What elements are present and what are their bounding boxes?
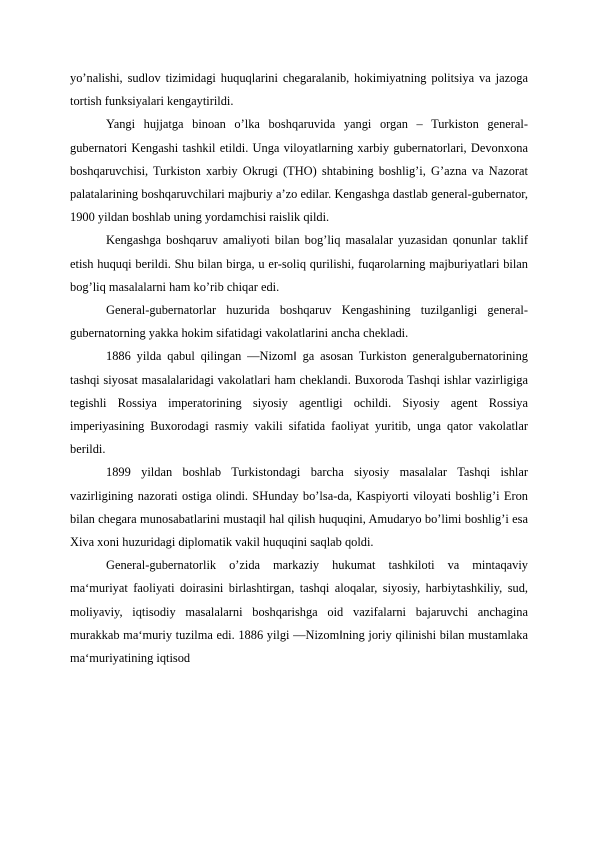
document-page — [70, 67, 528, 670]
paragraph-1886-nizom: 1886 yilda qabul qilingan ―Nizom‖ ga asosan Turkiston generalgubernatorining tashqi siyosat masalalaridagi vakolatlari ham cheklandi. Buxoroda Tashqi ishlar vazirligiga tegishli Rossiya imperatorining siyosiy agentligi ochildi. Siyosiy agent Rossiya imperiyasining Buxorodagi rasmiy vakili sifatida faoliyat yuritib, unga qator vakolatlar berildi. — [70, 349, 528, 457]
paragraph-general-governorship: General-gubernatorlik o’zida markaziy hukumat tashkiloti va mintaqaviy ma‘muriyat faoliyati doirasini birlashtirgan, tashqi aloqalar, siyosiy, harbiytashkiliy, sud, moliyaviy, iqtisodiy masalalarni boshqarishga oid vazifalarni bajaruvchi anchagina murakkab ma‘muriy tuzilma edi. 1886 yilgi ―Nizom‖ning joriy qilinishi bilan mustamlaka ma‘muriyatining iqtisod — [70, 558, 528, 666]
paragraph-kengash-rights: Kengashga boshqaruv amaliyoti bilan bog’liq masalalar yuzasidan qonunlar taklif etish huquqi berildi. Shu bilan birga, u er-soliq qurilishi, fuqarolarning majburiyatlari bilan bog’liq masalalarni ham ko’rib chiqar edi. — [70, 233, 528, 294]
paragraph-1899-foreign-affairs: 1899 yildan boshlab Turkistondagi barcha siyosiy masalalar Tashqi ishlar vazirligining nazorati ostiga olindi. SHunday bo’lsa-da, Kaspiyorti viloyati boshlig’i Eron bilan chegara munosabatlarini mustaqil hal qilish huquqini, Amudaryo bo’limi boshlig’i esa Xiva xoni huzuridagi diplomatik vakil huquqini saqlab qoldi. — [70, 465, 528, 550]
paragraph-kengash-established: Yangi hujjatga binoan o’lka boshqaruvida yangi organ – Turkiston general-gubernatori Kengashi tashkil etildi. Unga viloyatlarning xarbiy gubernatorlari, Devonxona boshqaruvchisi, Turkiston xarbiy Okrugi (THO) shtabining boshlig’i, G’azna va Nazorat palatalarining boshqaruvchilari majburiy a’zo edilar. Kengashga dastlab general-gubernator, 1900 yildan boshlab uning yordamchisi raislik qildi. — [70, 117, 528, 225]
paragraph-governor-limits: General-gubernatorlar huzurida boshqaruv Kengashining tuzilganligi general-gubernatorning yakka hokim sifatidagi vakolatlarini ancha chekladi. — [70, 303, 528, 341]
paragraph-continuation: yo’nalishi, sudlov tizimidagi huquqlarini chegaralanib, hokimiyatning politsiya va jazoga tortish funksiyalari kengaytirildi. — [70, 71, 528, 109]
